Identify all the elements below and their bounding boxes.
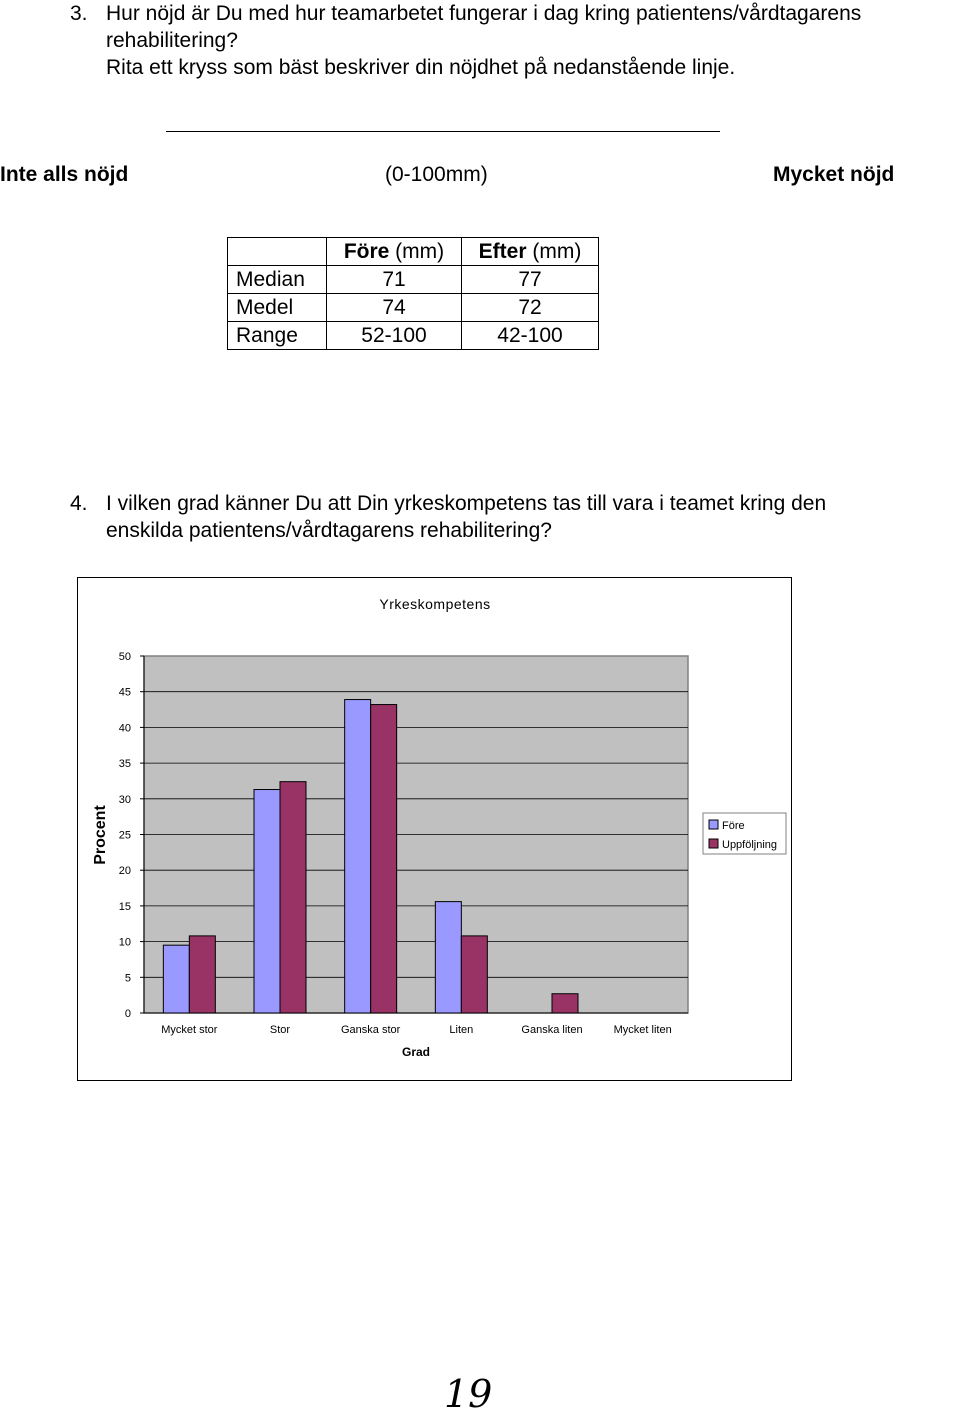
bar-uppföljning bbox=[552, 994, 578, 1013]
page-number: 19 bbox=[444, 1372, 493, 1416]
y-tick-label: 50 bbox=[118, 651, 131, 663]
table-row bbox=[228, 322, 599, 350]
cell-efter: 77 bbox=[462, 266, 599, 294]
y-tick-label: 45 bbox=[118, 686, 131, 699]
y-axis-title: Procent bbox=[92, 805, 109, 865]
row-label: Medel bbox=[228, 294, 327, 322]
bar-före bbox=[254, 790, 280, 1013]
y-tick-label: 0 bbox=[124, 1008, 131, 1020]
question-4-line-1: I vilken grad känner Du att Din yrkeskompetens tas till vara i teamet kring den bbox=[106, 492, 827, 515]
x-tick-label: Mycket stor bbox=[161, 1024, 218, 1036]
legend-label: Före bbox=[722, 820, 745, 832]
table-header-efter bbox=[462, 238, 599, 266]
scale-middle-label: (0-100mm) bbox=[385, 163, 488, 186]
y-tick-label: 35 bbox=[118, 758, 131, 771]
question-4-number: 4. bbox=[70, 492, 88, 515]
bar-uppföljning bbox=[461, 936, 487, 1013]
x-tick-label: Ganska liten bbox=[521, 1024, 583, 1036]
cell-fore: 71 bbox=[327, 266, 462, 294]
x-tick-label: Mycket liten bbox=[613, 1024, 672, 1036]
bar-före bbox=[345, 700, 371, 1013]
y-tick-label: 30 bbox=[118, 793, 131, 806]
question-3-line-2: rehabilitering? bbox=[106, 29, 238, 52]
bar-före bbox=[163, 945, 189, 1013]
bar-uppföljning bbox=[371, 705, 397, 1013]
question-4-line-2: enskilda patientens/vårdtagarens rehabilitering? bbox=[106, 519, 552, 542]
cell-fore: 74 bbox=[327, 294, 462, 322]
x-tick-label: Ganska stor bbox=[341, 1024, 401, 1036]
x-tick-label: Stor bbox=[269, 1024, 291, 1036]
cell-efter: 72 bbox=[462, 294, 599, 322]
chart-title: Yrkeskompetens bbox=[379, 596, 491, 612]
header-fore-bold: Före bbox=[343, 239, 390, 263]
scale-left-label: Inte alls nöjd bbox=[0, 163, 129, 186]
cell-fore: 52-100 bbox=[327, 322, 462, 350]
chart-svg bbox=[78, 578, 791, 1080]
satisfaction-scale-line[interactable] bbox=[166, 131, 720, 132]
question-3-line-3: Rita ett kryss som bäst beskriver din nöjdhet på nedanstående linje. bbox=[106, 56, 736, 79]
y-tick-label: 10 bbox=[118, 936, 131, 949]
question-3-number: 3. bbox=[70, 2, 88, 25]
header-efter-unit: (mm) bbox=[526, 239, 582, 263]
header-fore-unit: (mm) bbox=[389, 239, 445, 263]
header-efter-bold: Efter bbox=[478, 239, 527, 263]
satisfaction-stats-table bbox=[227, 237, 599, 350]
bar-före bbox=[435, 902, 461, 1013]
x-tick-label: Liten bbox=[449, 1024, 474, 1036]
y-tick-label: 15 bbox=[118, 900, 131, 913]
legend-label: Uppföljning bbox=[722, 839, 778, 851]
bar-uppföljning bbox=[189, 936, 215, 1013]
scale-right-label: Mycket nöjd bbox=[773, 163, 895, 186]
y-tick-label: 40 bbox=[118, 722, 131, 735]
row-label: Median bbox=[228, 266, 327, 294]
x-axis-title: Grad bbox=[401, 1045, 431, 1059]
y-tick-label: 20 bbox=[118, 865, 131, 878]
bar-uppföljning bbox=[280, 782, 306, 1013]
table-row bbox=[228, 294, 599, 322]
row-label: Range bbox=[228, 322, 327, 350]
legend-swatch-före bbox=[709, 820, 718, 829]
table-row bbox=[228, 266, 599, 294]
table-corner-cell bbox=[228, 238, 327, 266]
table-header-fore bbox=[327, 238, 462, 266]
question-3-line-1: Hur nöjd är Du med hur teamarbetet fungerar i dag kring patientens/vårdtagarens bbox=[106, 2, 862, 25]
cell-efter: 42-100 bbox=[462, 322, 599, 350]
yrkeskompetens-chart bbox=[77, 577, 792, 1081]
table-header-row bbox=[228, 238, 599, 266]
legend-swatch-uppföljning bbox=[709, 839, 718, 848]
y-tick-label: 5 bbox=[124, 972, 131, 985]
y-tick-label: 25 bbox=[118, 829, 131, 842]
